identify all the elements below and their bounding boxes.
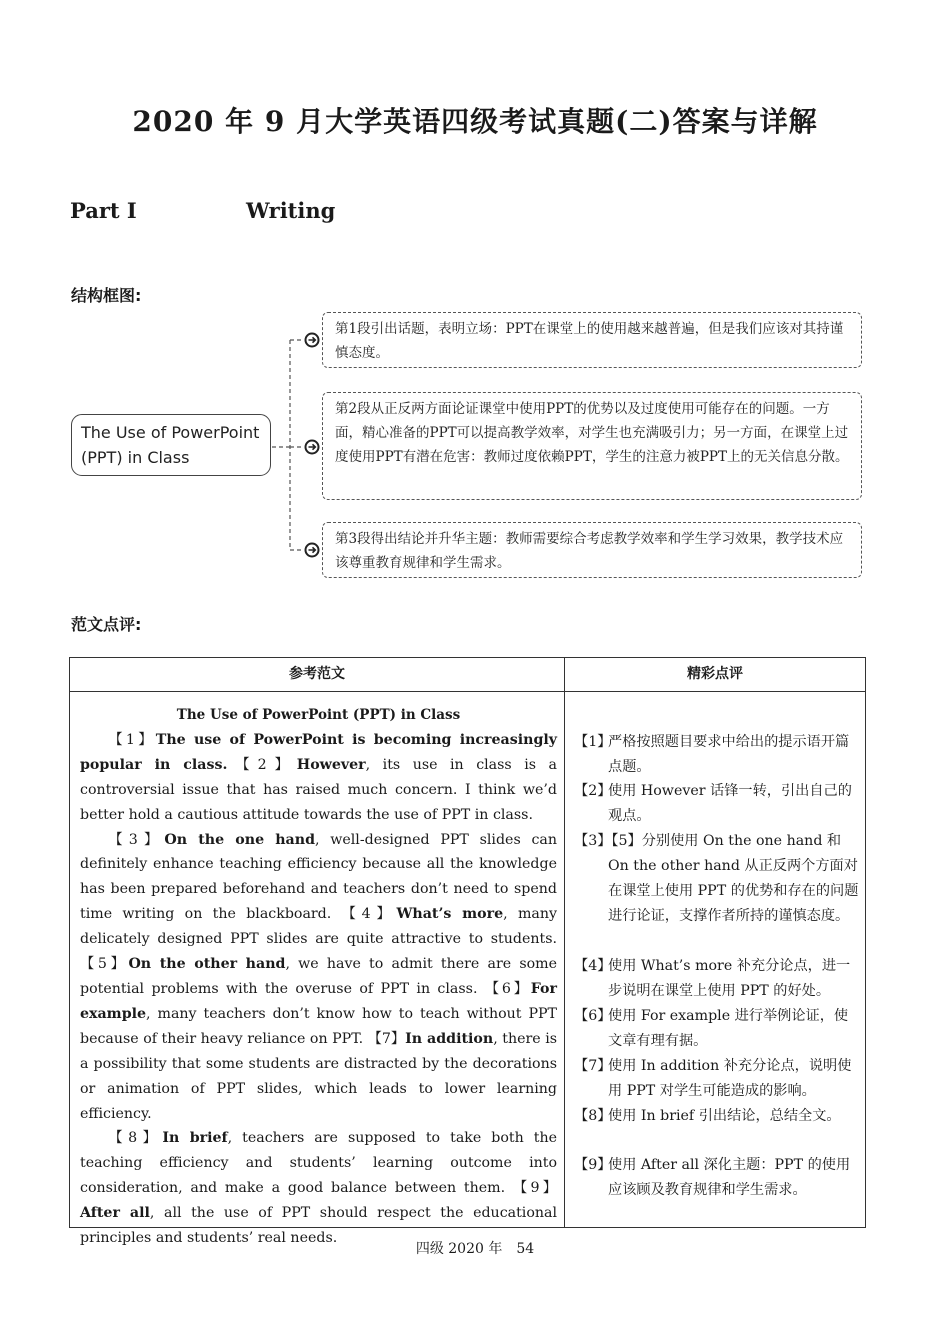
essay-text: , its use in class is a controversial issue that has raised much concern. I think we’d better hold a cautious attitude towards the use of PPT in class. <box>80 756 557 823</box>
arrow-circle-icon-3 <box>306 544 319 557</box>
arrow-circle-icon-1 <box>306 334 319 347</box>
comment-tag: 【1】 <box>574 734 612 750</box>
comment-item <box>574 1054 862 1104</box>
comment-text: 使用 In addition 补充分论点，说明使用 PPT 对学生可能造成的影响。 <box>608 1058 852 1099</box>
comment-item <box>574 1104 862 1129</box>
essay-paragraph-2 <box>80 828 557 1127</box>
essay-text: 【7】 <box>367 1030 406 1047</box>
comment-item <box>574 954 862 1004</box>
comment-tag: 【6】 <box>574 1008 612 1024</box>
header-sample-essay: 参考范文 <box>289 666 345 682</box>
part-heading <box>70 198 336 223</box>
comment-item <box>574 1004 862 1054</box>
comment-tag: 【9】 <box>574 1157 612 1173</box>
essay-text: 【8】 <box>108 1130 163 1147</box>
essay-text: 【9】 <box>512 1180 557 1197</box>
essay-text: , many teachers don’t know how to teach without PPT because of their heavy reliance on PPT. <box>80 1005 557 1047</box>
header-comments: 精彩点评 <box>687 666 743 682</box>
essay-text: , we have to admit there are some potential problems with the overuse of PPT in class. <box>80 956 557 997</box>
page-title: 2020 年 9 月大学英语四级考试真题(二)答案与详解 <box>132 105 818 138</box>
essay-keyphrase: The use of PowerPoint is becoming increasingly popular in class. <box>80 731 557 773</box>
comment-tag: 【7】 <box>574 1058 612 1074</box>
column-divider <box>564 658 565 1227</box>
essay-text: 【3】 <box>108 831 165 848</box>
arrow-circle-icon-2 <box>306 441 319 454</box>
header-divider <box>70 691 865 692</box>
essay-keyphrase: In addition <box>405 1030 494 1047</box>
part-name: Writing <box>246 198 336 223</box>
essay-keyphrase: On the other hand <box>128 956 286 973</box>
essay-text: , many delicately designed PPT slides are quite attractive to students. <box>80 906 558 948</box>
essay-text: , well-designed PPT slides can definitely enhance teaching efficiency because all the knowledge has been prepared beforehand and teachers don’t need to spend time writing on the blackboard. <box>80 831 557 923</box>
mindmap-branch-2: 第2段从正反两方面论证课堂中使用PPT的优势以及过度使用可能存在的问题。一方面，精心准备的PPT可以提高教学效率，对学生也充满吸引力；另一方面，在课堂上过度使用PPT有潜在危害：教师过度依赖PPT，学生的注意力被PPT上的无关信息分散。 <box>322 392 862 500</box>
mindmap-connector <box>272 310 324 560</box>
essay-paragraph-3 <box>80 1126 557 1251</box>
essay-text: , all the use of PPT should respect the educational principles and students’ real needs. <box>80 1205 558 1247</box>
essay-text: , there is a possibility that some students are distracted by the decorations or animation of PPT slides, which leads to lower learning efficiency. <box>80 1030 558 1122</box>
essay-text: 【1】 <box>108 731 156 748</box>
essay-text: 【5】 <box>80 956 129 973</box>
comment-text: 使用 For example 进行举例论证，使文章有理有据。 <box>608 1008 849 1049</box>
essay-keyphrase: In brief <box>162 1130 228 1147</box>
sample-essay <box>80 703 557 1251</box>
comment-tag: 【8】 <box>574 1108 612 1124</box>
mindmap-branch-3: 第3段得出结论并升华主题：教师需要综合考虑教学效率和学生学习效果，教学技术应该尊重教育规律和学生需求。 <box>322 522 862 578</box>
essay-keyphrase: However <box>296 756 366 773</box>
comment-item <box>574 730 862 780</box>
mindmap-topic <box>71 414 271 476</box>
comment-text: 严格按照题目要求中给出的提示语开篇点题。 <box>608 734 850 775</box>
essay-paragraph-1 <box>80 728 557 828</box>
comment-item <box>574 829 862 929</box>
essay-text: 【6】 <box>484 980 531 997</box>
comment-text: 使用 What’s more 补充分论点，进一步说明在课堂上使用 PPT 的好处。 <box>608 958 851 999</box>
essay-text: 【4】 <box>341 906 397 923</box>
review-label: 范文点评: <box>71 615 142 634</box>
essay-title: The Use of PowerPoint (PPT) in Class <box>176 707 461 723</box>
structure-label: 结构框图: <box>71 286 142 305</box>
essay-keyphrase: For example <box>80 980 557 1022</box>
topic-line-2: (PPT) in Class <box>81 448 190 467</box>
comment-item <box>574 1153 862 1203</box>
essay-keyphrase: After all <box>80 1205 150 1222</box>
comment-text: 分别使用 On the one hand 和 On the other hand 从正反两个方面对在课堂上使用 PPT 的优势和存在的问题进行论证，支撑作者所持的谨慎态度。 <box>608 833 859 924</box>
essay-text: , teachers are supposed to take both the teaching efficiency and students’ learning outcome into consideration, and make a good balance between them. <box>80 1130 558 1197</box>
comment-item <box>574 779 862 829</box>
review-table <box>69 657 866 1247</box>
essay-keyphrase: On the one hand <box>164 831 315 848</box>
comment-tag: 【2】 <box>574 783 612 799</box>
essay-keyphrase: What’s more <box>396 906 504 923</box>
comment-text: 使用 In brief 引出结论，总结全文。 <box>608 1108 841 1124</box>
comment-text: 使用 However 话锋一转，引出自己的观点。 <box>608 783 852 824</box>
essay-text: 【2】 <box>227 756 297 773</box>
comment-tag: 【4】 <box>574 958 612 974</box>
comment-text: 使用 After all 深化主题：PPT 的使用应该顾及教育规律和学生需求。 <box>608 1157 851 1198</box>
part-number: Part Ⅰ <box>70 198 137 223</box>
comment-tag: 【3】【5】 <box>574 833 642 849</box>
page-footer: 四级 2020 年 54 <box>415 1241 535 1257</box>
topic-line-1: The Use of PowerPoint <box>81 423 260 442</box>
mindmap-branch-1: 第1段引出话题，表明立场：PPT在课堂上的使用越来越普遍，但是我们应该对其持谨慎态度。 <box>322 312 862 368</box>
